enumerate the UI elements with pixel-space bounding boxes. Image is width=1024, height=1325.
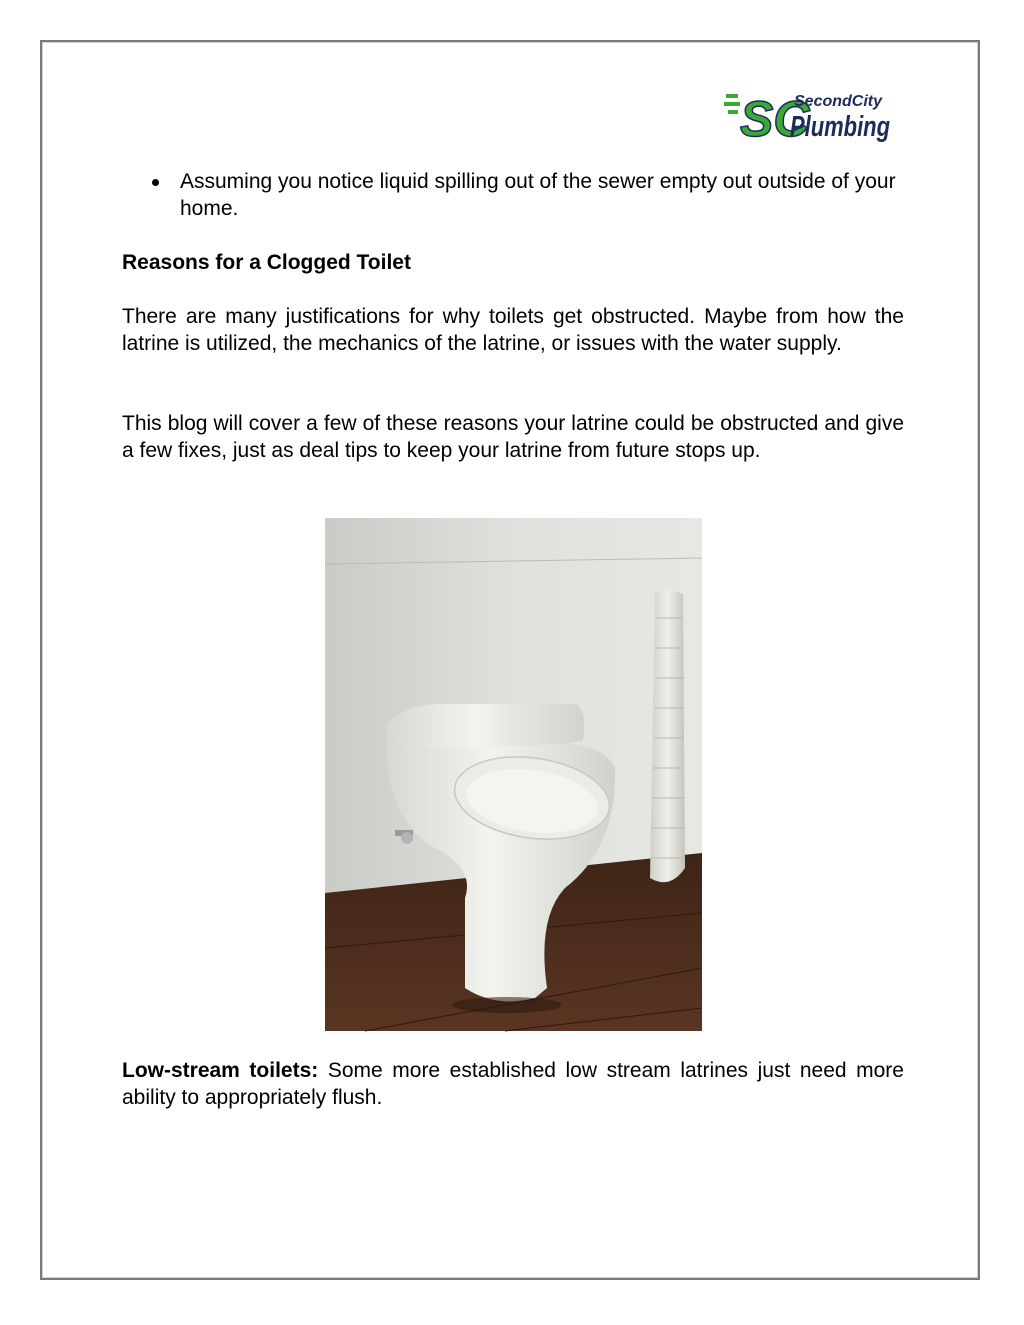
bullet-icon bbox=[152, 179, 159, 186]
list-item bbox=[122, 168, 904, 222]
paragraph-blog-overview: This blog will cover a few of these reasons your latrine could be obstructed and give a few fixes, just as deal tips to keep your latrine from future stops up. bbox=[122, 412, 904, 462]
toilet-photo bbox=[325, 518, 702, 1031]
paragraph-low-stream bbox=[122, 1057, 904, 1111]
section-heading: Reasons for a Clogged Toilet bbox=[122, 251, 411, 274]
logo-line1: SecondCity bbox=[794, 93, 883, 110]
logo-monogram: SC bbox=[740, 91, 810, 147]
paragraph-intro: There are many justifications for why toilets get obstructed. Maybe from how the latrine is utilized, the mechanics of the latrine, or issues with the water supply. bbox=[122, 305, 904, 355]
paragraph-low-stream-label: Low-stream toilets: bbox=[122, 1059, 319, 1082]
company-logo bbox=[724, 84, 894, 152]
paragraph-low-stream-text: Some more established low stream latrines just need more ability to appropriately flush. bbox=[122, 1059, 904, 1109]
logo-line2: Plumbing bbox=[790, 111, 891, 143]
bullet-text: Assuming you notice liquid spilling out of the sewer empty out outside of your home. bbox=[180, 170, 896, 220]
bullet-list bbox=[122, 168, 904, 222]
